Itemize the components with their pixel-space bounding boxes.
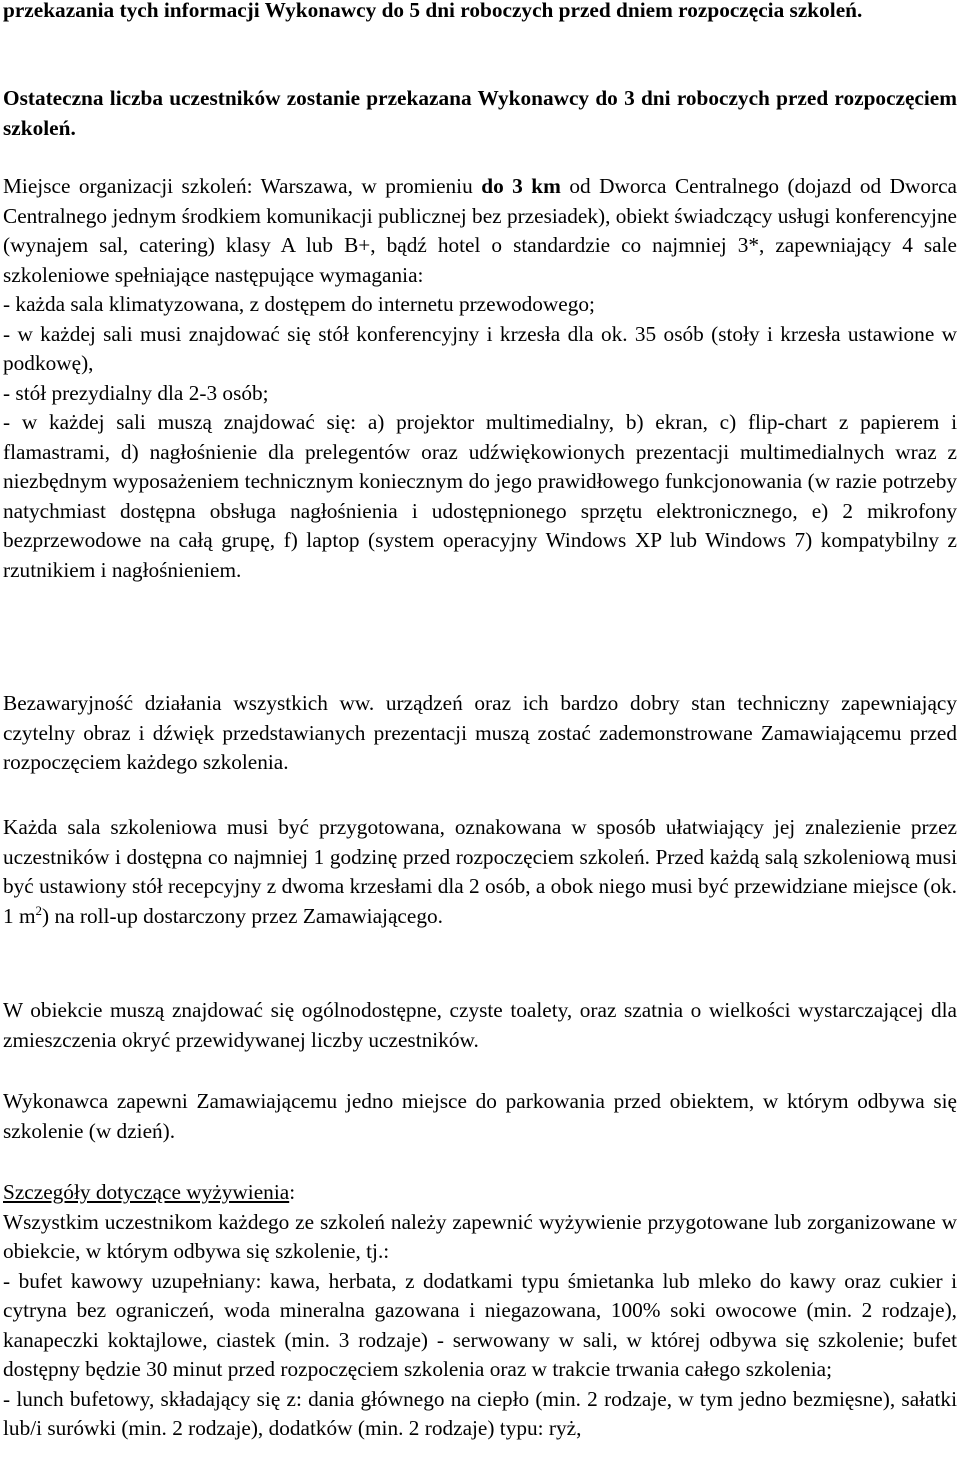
catering-item: - lunch bufetowy, składający się z: dania głównego na ciepło (min. 2 rodzaje, w tym jedno bezmięsne), sałatki lub/i surówki (min. 2 rodzaje), dodatków (min. 2 rodzaje) typu: ryż, [3,1386,957,1440]
paragraph-text: Wykonawca zapewni Zamawiającemu jedno miejsce do parkowania przed obiektem, w którym odbywa się szkolenie (w dzień). [3,1089,957,1143]
paragraph-facilities [3,996,957,1055]
venue-intro-text: Miejsce organizacji szkoleń: Warszawa, w promieniu [3,174,482,198]
room-prep-text-end: ) na roll-up dostarczony przez Zamawiającego. [42,903,443,928]
paragraph-text: przekazania tych informacji Wykonawcy do 5 dni roboczych przed dniem rozpoczęcia szkoleń. [3,0,863,22]
paragraph-venue [3,172,957,585]
paragraph-text: Ostateczna liczba uczestników zostanie przekazana Wykonawcy do 3 dni roboczych przed rozpoczęciem szkoleń. [3,86,957,140]
paragraph-final-count [3,84,957,143]
paragraph-text: W obiekcie muszą znajdować się ogólnodostępne, czyste toalety, oraz szatnia o wielkości wystarczającej dla zmieszczenia okryć przewidywanej liczby uczestników. [3,998,957,1052]
paragraph-parking [3,1087,957,1146]
venue-requirement-item: - w każdej sali muszą znajdować się: a) projektor multimedialny, b) ekran, c) flip-chart z papierem i flamastrami, d) nagłośnienie dla prelegentów oraz udźwiękowionych prezentacji multimedialnych wraz z niezbędnym wyposażeniem technicznym koniecznym do jego prawidłowego funkcjonowania (w razie potrzeby natychmiast dostępna obsługa nagłośnienia i udostępnionego sprzętu elektronicznego, e) 2 mikrofony bezprzewodowe na całą grupę, f) laptop (system operacyjny Windows XP lub Windows 7) kompatybilny z rzutnikiem i nagłośnieniem. [3,410,957,582]
venue-requirements-text: od Dworca Centralnego (dojazd od Dworca Centralnego jednym środkiem komunikacji publicznej bez przesiadek), obiekt świadczący usługi konferencyjne (wynajem sal, catering) klasy A lub B+, bądź hotel o standardzie co najmniej 3*, zapewniający 4 sale szkoleniowe spełniające następujące wymagania: [3,174,958,287]
catering-intro: Wszystkim uczestnikom każdego ze szkoleń należy zapewnić wyżywienie przygotowane lub zorganizowane w obiekcie, w którym odbywa się szkolenie, tj.: [3,1209,957,1263]
catering-heading-colon: : [289,1180,296,1204]
room-prep-text: Każda sala szkoleniowa musi być przygotowana, oznakowana w sposób ułatwiający jej znalezienie przez uczestników i dostępna co najmniej 1 godzinę przed rozpoczęciem szkoleń. Przed każdą salą szkoleniową musi być ustawiony stół recepcyjny z dwoma krzesłami dla 2 osób, a obok niego musi być przewidziane miejsce (ok. 1 m [3,815,957,928]
venue-requirement-item: - w każdej sali musi znajdować się stół konferencyjny i krzesła dla ok. 35 osób (stoły i krzesła ustawione w podkowę), [3,321,957,375]
venue-requirement-item: - stół prezydialny dla 2-3 osób; [3,380,269,405]
catering-heading: Szczegóły dotyczące wyżywienia [3,1180,290,1204]
venue-distance-bold: do 3 km [481,174,561,198]
venue-requirement-item: - każda sala klimatyzowana, z dostępem do internetu przewodowego; [3,292,595,316]
catering-item: - bufet kawowy uzupełniany: kawa, herbata, z dodatkami typu śmietanka lub mleko do kawy oraz cukier i cytryna bez ograniczeń, woda mineralna gazowana i niegazowana, 100% soki owocowe (min. 2 rodzaje), kanapeczki koktajlowe, ciastek (min. 3 rodzaje) - serwowany w sali, w której odbywa się szkolenie; bufet dostępny będzie 30 minut przed rozpoczęciem szkolenia oraz w trakcie trwania całego szkolenia; [3,1268,957,1381]
paragraph-room-preparation [3,813,957,931]
paragraph-equipment-reliability [3,689,957,778]
paragraph-text: Bezawaryjność działania wszystkich ww. urządzeń oraz ich bardzo dobry stan techniczny zapewniający czytelny obraz i dźwięk przedstawianych prezentacji muszą zostać zademonstrowane Zamawiającemu przed rozpoczęciem każdego szkolenia. [3,691,957,774]
paragraph-catering [3,1178,957,1444]
paragraph-notice-deadline [3,0,957,26]
superscript-unit: 2 [35,902,43,918]
